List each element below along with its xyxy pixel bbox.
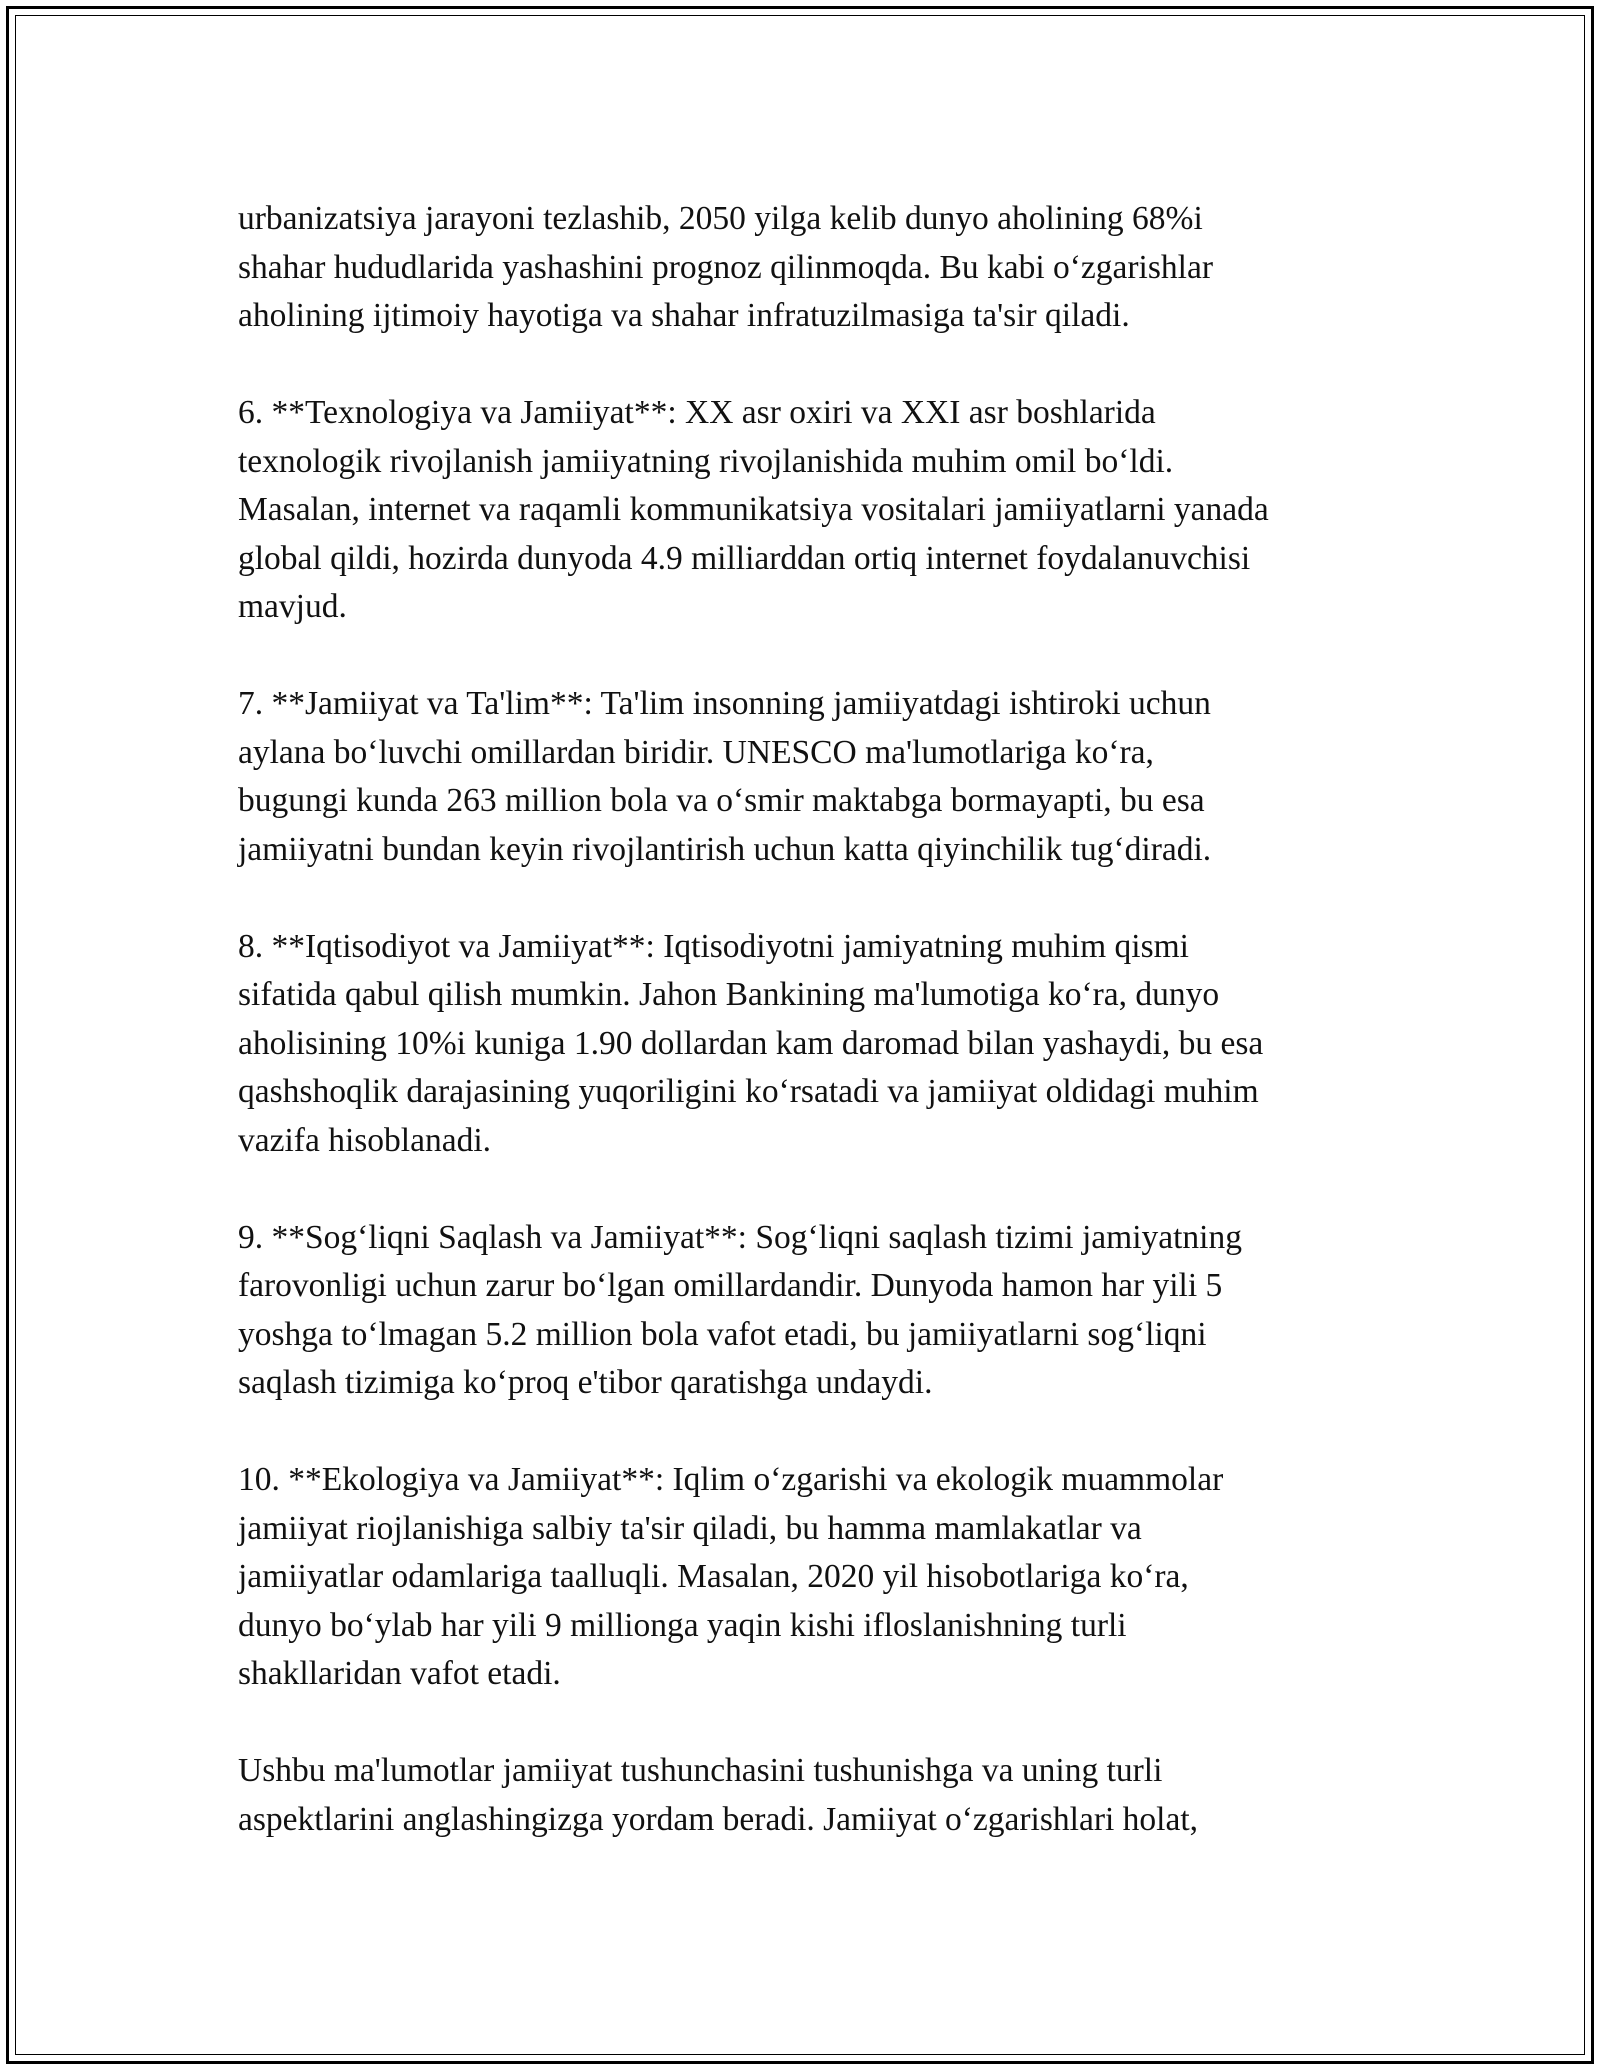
text-line: aspektlarini anglashingizga yordam beradi. Jamiiyat o‘zgarishlari holat, (238, 1800, 1199, 1838)
text-line: aholining ijtimoiy hayotiga va shahar infratuzilmasiga ta'sir qiladi. (238, 297, 1130, 334)
page-frame (6, 6, 1594, 2064)
text-line: Masalan, internet va raqamli kommunikatsiya vositalari jamiiyatlarni yanada (238, 491, 1269, 528)
text-line: texnologik rivojlanish jamiiyatning rivojlanishida muhim omil bo‘ldi. (238, 442, 1174, 480)
text-line: shahar hududlarida yashashini prognoz qilinmoqda. Bu kabi o‘zgarishlar (238, 248, 1213, 286)
text-line: qashshoqlik darajasining yuqoriligini ko‘rsatadi va jamiiyat oldidagi muhim (238, 1073, 1259, 1110)
text-line: 6. **Texnologiya va Jamiiyat**: XX asr oxiri va XXI asr boshlarida (238, 394, 1156, 431)
text-line: dunyo bo‘ylab har yili 9 millionga yaqin kishi ifloslanishning turli (238, 1606, 1127, 1644)
text-line: global qildi, hozirda dunyoda 4.9 milliarddan ortiq internet foydalanuvchisi (238, 539, 1251, 577)
text-line: 10. **Ekologiya va Jamiiyat**: Iqlim o‘zgarishi va ekologik muammolar (238, 1461, 1224, 1498)
text-line: 9. **Sog‘liqni Saqlash va Jamiiyat**: Sog‘liqni saqlash tizimi jamiyatning (238, 1218, 1242, 1256)
text-line: 7. **Jamiiyat va Ta'lim**: Ta'lim insonning jamiiyatdagi ishtiroki uchun (238, 685, 1211, 722)
text-line: aylana bo‘luvchi omillardan biridir. UNESCO ma'lumotlariga ko‘ra, (238, 733, 1154, 771)
text-line: shakllaridan vafot etadi. (238, 1655, 561, 1692)
text-line: urbanizatsiya jarayoni tezlashib, 2050 yilga kelib dunyo aholining 68%i (238, 200, 1203, 237)
text-line: saqlash tizimiga ko‘proq e'tibor qaratishga undaydi. (238, 1364, 933, 1401)
text-line: yoshga to‘lmagan 5.2 million bola vafot etadi, bu jamiiyatlarni sog‘liqni (238, 1315, 1207, 1353)
paragraph-economy (238, 923, 1438, 1166)
text-line: mavjud. (238, 588, 347, 625)
text-line: jamiiyatni bundan keyin rivojlantirish uchun katta qiyinchilik tug‘diradi. (238, 830, 1212, 868)
paragraph-ecology (238, 1456, 1438, 1699)
paragraph-education (238, 680, 1438, 874)
text-line: Ushbu ma'lumotlar jamiiyat tushunchasini tushunishga va uning turli (238, 1752, 1163, 1789)
paragraph-conclusion (238, 1747, 1438, 1844)
text-line: 8. **Iqtisodiyot va Jamiiyat**: Iqtisodiyotni jamiyatning muhim qismi (238, 927, 1189, 965)
text-line: bugungi kunda 263 million bola va o‘smir maktabga bormayapti, bu esa (238, 782, 1205, 819)
text-line: vazifa hisoblanadi. (238, 1121, 492, 1159)
text-line: aholisining 10%i kuniga 1.90 dollardan kam daromad bilan yashaydi, bu esa (238, 1024, 1264, 1062)
text-line: sifatida qabul qilish mumkin. Jahon Bankining ma'lumotiga ko‘ra, dunyo (238, 976, 1220, 1013)
text-line: farovonligi uchun zarur bo‘lgan omillardandir. Dunyoda hamon har yili 5 (238, 1267, 1223, 1304)
document-body (238, 195, 1438, 1844)
text-line: jamiiyatlar odamlariga taalluqli. Masalan, 2020 yil hisobotlariga ko‘ra, (238, 1558, 1189, 1595)
paragraph-urbanization (238, 195, 1438, 341)
text-line: jamiiyat riojlanishiga salbiy ta'sir qiladi, bu hamma mamlakatlar va (238, 1509, 1142, 1547)
paragraph-technology (238, 389, 1438, 632)
paragraph-health (238, 1214, 1438, 1408)
